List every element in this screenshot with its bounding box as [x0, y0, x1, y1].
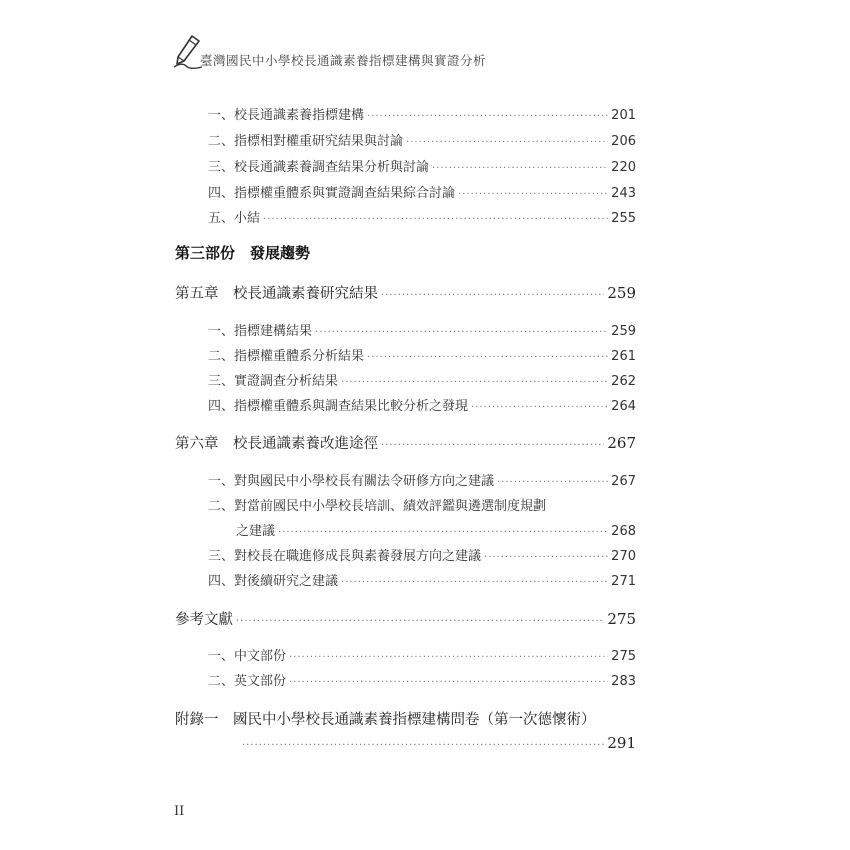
toc-entry[interactable] — [208, 182, 636, 201]
toc-entry-label-continued: 之建議 — [236, 524, 276, 539]
toc-entry-page: 270 — [611, 549, 636, 564]
toc-entry-page: 255 — [611, 211, 636, 226]
toc-entry[interactable] — [208, 545, 636, 564]
dot-leader — [367, 352, 608, 363]
toc-entry[interactable] — [208, 156, 636, 175]
toc-entry[interactable] — [208, 130, 636, 149]
dot-leader — [367, 111, 608, 122]
dot-leader — [497, 477, 608, 488]
dot-leader — [315, 327, 608, 338]
toc-entry-page: 201 — [611, 108, 636, 123]
dot-leader — [406, 137, 608, 148]
toc-entry-label: 三、實證調查分析結果 — [208, 374, 339, 389]
dot-leader — [289, 652, 608, 663]
toc-appendix-label: 附錄一 國民中小學校長通識素養指標建構問卷（第一次德懷術） — [175, 712, 596, 728]
toc-entry-page: 283 — [611, 674, 636, 689]
toc-entry-label: 四、指標權重體系與實證調查結果綜合討論 — [208, 186, 456, 201]
toc-chapter-entry[interactable] — [175, 432, 636, 453]
toc-entry-label: 四、對後續研究之建議 — [208, 574, 339, 589]
toc-chapter-entry[interactable] — [175, 282, 636, 303]
toc-entry-label: 三、對校長在職進修成長與素養發展方向之建議 — [208, 549, 482, 564]
dot-leader — [341, 577, 608, 588]
dot-leader — [484, 552, 608, 563]
toc-entry-label: 二、指標權重體系分析結果 — [208, 349, 365, 364]
toc-entry-page: 271 — [611, 574, 636, 589]
toc-entry-page: 259 — [611, 324, 636, 339]
toc-entry-label: 一、指標建構結果 — [208, 324, 313, 339]
page-number: II — [174, 804, 185, 819]
dot-leader — [263, 214, 608, 225]
toc-entry-label: 一、對與國民中小學校長有關法令研修方向之建議 — [208, 474, 495, 489]
toc-entry[interactable] — [208, 395, 636, 414]
dot-leader — [289, 677, 608, 688]
part-heading: 第三部份 發展趨勢 — [175, 244, 311, 262]
toc-entry[interactable] — [208, 470, 636, 489]
toc-chapter-page: 259 — [607, 284, 636, 302]
toc-entry-label: 二、英文部份 — [208, 674, 287, 689]
toc-chapter-label: 第五章 校長通識素養研究結果 — [175, 286, 378, 302]
toc-entry-label: 四、指標權重體系與調查結果比較分析之發現 — [208, 399, 469, 414]
toc-appendix-first-line[interactable] — [175, 708, 596, 729]
toc-entry[interactable] — [208, 345, 636, 364]
toc-entry-page: 268 — [611, 524, 636, 539]
dot-leader — [236, 616, 604, 627]
toc-entry[interactable] — [208, 670, 636, 689]
toc-chapter-label: 參考文獻 — [175, 612, 233, 628]
toc-entry-page: 243 — [611, 186, 636, 201]
dot-leader — [242, 740, 604, 751]
toc-entry[interactable] — [208, 207, 636, 226]
toc-entry-page: 275 — [611, 649, 636, 664]
toc-entry-label: 二、指標相對權重研究結果與討論 — [208, 134, 404, 149]
toc-entry-page: 264 — [611, 399, 636, 414]
toc-entry[interactable] — [208, 370, 636, 389]
toc-entry-page: 262 — [611, 374, 636, 389]
dot-leader — [381, 440, 604, 451]
dot-leader — [458, 189, 608, 200]
running-header-title: 臺灣國民中小學校長通識素養指標建構與實證分析 — [200, 53, 487, 68]
toc-entry[interactable] — [208, 645, 636, 664]
toc-entry[interactable] — [208, 570, 636, 589]
dot-leader — [341, 377, 608, 388]
toc-entry-label: 一、中文部份 — [208, 649, 287, 664]
toc-entry-page: 220 — [611, 160, 636, 175]
toc-entry-page: 267 — [611, 474, 636, 489]
toc-entry-label: 五、小結 — [208, 211, 261, 226]
toc-chapter-page: 275 — [607, 610, 636, 628]
toc-entry-page: 261 — [611, 349, 636, 364]
toc-appendix-page: 291 — [607, 734, 636, 752]
toc-chapter-entry[interactable] — [175, 608, 636, 629]
toc-chapter-label: 第六章 校長通識素養改進途徑 — [175, 436, 378, 452]
dot-leader — [381, 290, 604, 301]
toc-entry-label: 一、校長通識素養指標建構 — [208, 108, 365, 123]
toc-entry-label: 二、對當前國民中小學校長培訓、績效評鑑與遴選制度規劃 — [208, 499, 547, 514]
toc-entry[interactable] — [208, 320, 636, 339]
toc-appendix-continuation[interactable] — [242, 734, 636, 752]
toc-entry-first-line[interactable] — [208, 495, 546, 514]
toc-entry-continuation[interactable] — [236, 520, 636, 539]
toc-chapter-page: 267 — [607, 434, 636, 452]
toc-entry-page: 206 — [611, 134, 636, 149]
dot-leader — [432, 163, 608, 174]
toc-entry[interactable] — [208, 104, 636, 123]
toc-entry-label: 三、校長通識素養調查結果分析與討論 — [208, 160, 430, 175]
dot-leader — [278, 527, 608, 538]
dot-leader — [471, 402, 608, 413]
